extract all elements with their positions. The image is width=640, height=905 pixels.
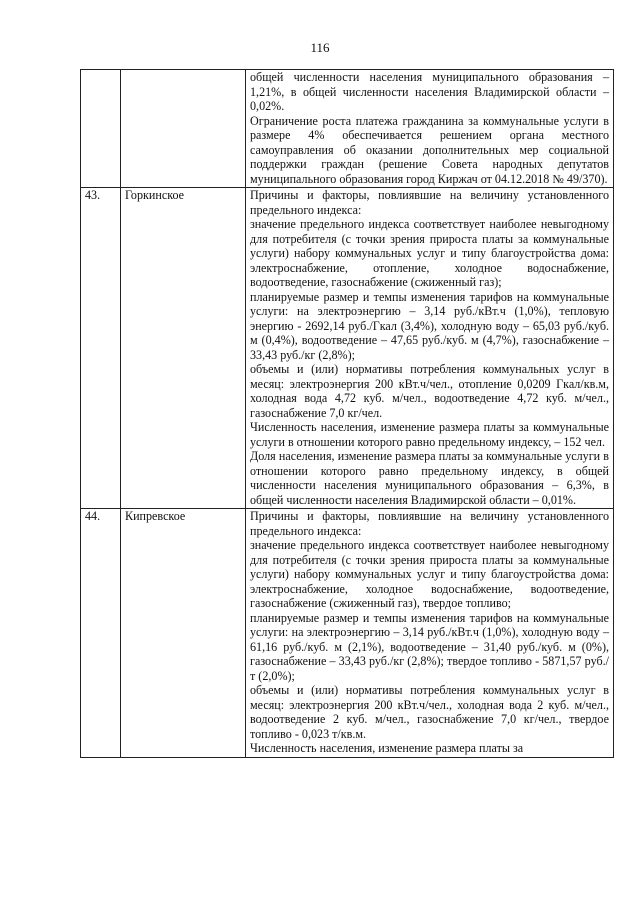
table-row: [81, 188, 614, 509]
municipality-name: Кипревское: [121, 509, 246, 758]
row-description: [246, 70, 614, 188]
municipality-name: [121, 70, 246, 188]
paragraph: Численность населения, изменение размера платы за коммунальные услуги в отношении которого равно предельному индексу, – 152 чел.: [250, 420, 609, 449]
paragraph: значение предельного индекса соответствует наиболее невыгодному для потребителя (с точки зрения прироста платы за коммунальные услуги) набору коммунальных услуг и типу благоустройства дома: электроснабжение, отопление, холодное водоснабжение, водоотведение, газоснабжение (сжиженный газ);: [250, 217, 609, 289]
paragraph: объемы и (или) нормативы потребления коммунальных услуг в месяц: электроэнергия 200 кВт.ч/чел., холодная вода 2 куб. м/чел., водоотведение 2 куб. м/чел., газоснабжение 7,0 кг/чел., твердое топливо - 0,023 т/кв.м.: [250, 683, 609, 741]
paragraph: планируемые размер и темпы изменения тарифов на коммунальные услуги: на электроэнергию – 3,14 руб./кВт.ч (1,0%), тепловую энергию - 2692,14 руб./Гкал (3,4%), холодную воду – 65,03 руб./куб. м (0,4%), водоотведение – 47,65 руб./куб. м (4,7%), газоснабжение –33,43 руб./кг (2,8%);: [250, 289, 609, 362]
row-number: 44.: [81, 509, 121, 758]
paragraph: значение предельного индекса соответствует наиболее невыгодному для потребителя (с точки зрения прироста платы за коммунальные услуги) набору коммунальных услуг и типу благоустройства дома: электроснабжение, холодное водоснабжение, водоотведение, газоснабжение (сжиженный газ), твердое топливо;: [250, 538, 609, 610]
paragraph: общей численности населения муниципального образования – 1,21%, в общей численности населения Владимирской области – 0,02%.: [250, 70, 609, 113]
paragraph: Причины и факторы, повлиявшие на величину установленного предельного индекса:: [250, 188, 609, 217]
row-description: [246, 188, 614, 509]
table-row: [81, 70, 614, 188]
paragraph: Численность населения, изменение размера платы за: [250, 741, 524, 755]
paragraph: объемы и (или) нормативы потребления коммунальных услуг в месяц: электроэнергия 200 кВт.ч/чел., отопление 0,0209 Гкал/кв.м, холодная вода 4,72 куб. м/чел., водоотведение 4,72 куб. м/чел., газоснабжение 7,0 кг/чел.: [250, 362, 609, 420]
paragraph: планируемые размер и темпы изменения тарифов на коммунальные услуги: на электроэнергию – 3,14 руб./кВт.ч (1,0%), холодную воду – 61,16 руб./куб. м (2,1%), водоотведение – 31,40 руб./куб. м (0%), газоснабжение – 33,43 руб./кг (2,8%); твердое топливо - 5871,57 руб./т (2,0%);: [250, 610, 609, 683]
paragraph: Ограничение роста платежа гражданина за коммунальные услуги в размере 4% обеспечивается решением органа местного самоуправления об оказании дополнительных мер социальной поддержки граждан (решение Совета народных депутатов муниципального образования город Киржач от 04.12.2018 № 49/370).: [250, 113, 609, 186]
page-number: 116: [310, 40, 330, 55]
paragraph: Доля населения, изменение размера платы за коммунальные услуги в отношении которого равно предельному индексу, в общей численности населения муниципального образования – 6,3%, в общей численности населения Владимирской области – 0,01%.: [250, 449, 609, 507]
table-row: [81, 509, 614, 758]
paragraph: Причины и факторы, повлиявшие на величину установленного предельного индекса:: [250, 509, 609, 538]
municipality-name: Горкинское: [121, 188, 246, 509]
row-number: [81, 70, 121, 188]
row-description: [246, 509, 614, 758]
tariff-index-table: [80, 69, 614, 758]
row-number: 43.: [81, 188, 121, 509]
